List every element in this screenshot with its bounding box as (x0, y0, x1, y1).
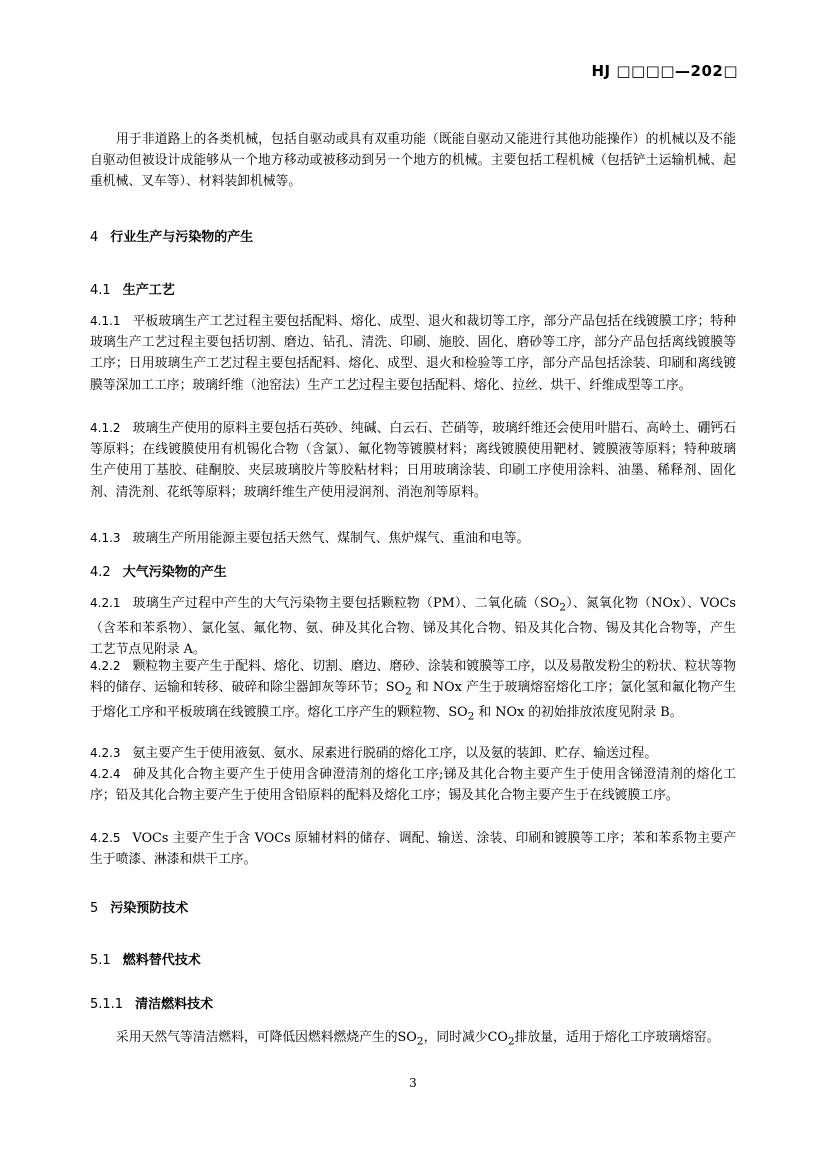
clause-number: 4.2.5 (90, 831, 121, 845)
subscript: 2 (405, 684, 412, 698)
paragraph-4-2-1 (90, 593, 736, 660)
clause-text: 平板玻璃生产工艺过程主要包括配料、熔化、成型、退火和裁切等工序，部分产品包括在线镀膜工序；特种玻璃生产工艺过程主要包括切割、磨边、钻孔、清洗、印刷、施胶、固化、磨砂等工序，部分产品包括离线镀膜等工序；日用玻璃生产工艺过程主要包括配料、熔化、成型、退火和检验等工序，部分产品包括涂装、印刷和离线镀膜等深加工工序；玻璃纤维（池窑法）生产工艺过程主要包括配料、熔化、拉丝、烘干、纤维成型等工序。 (90, 314, 736, 393)
section-5-heading (90, 900, 188, 918)
section-number: 4.1 (90, 283, 111, 298)
clause-number: 4.2.4 (90, 767, 121, 781)
clause-text: 砷及其化合物主要产生于使用含砷澄清剂的熔化工序;锑及其化合物主要产生于使用含锑澄清剂的熔化工序；铅及其化合物主要产生于使用含铅原料的配料及熔化工序；锡及其化合物主要产生于在线镀膜工序。 (90, 767, 736, 804)
clause-text: ）、氮氧化物（NOx）、VOCs（含苯和苯系物）、氯化氢、氟化物、氨、砷及其化合物、锑及其化合物、铅及其化合物、锡及其化合物等，产生工艺节点见附录 A。 (90, 596, 736, 657)
page-number: 3 (409, 1076, 417, 1090)
section-title: 污染预防技术 (110, 901, 189, 916)
section-title: 生产工艺 (122, 283, 175, 298)
clause-text: 玻璃生产使用的原料主要包括石英砂、纯碱、白云石、芒硝等，玻璃纤维还会使用叶腊石、高岭土、硼钙石等原料；在线镀膜使用有机锡化合物（含氯）、氟化物等镀膜材料；离线镀膜使用靶材、镀膜液等原料；特种玻璃生产使用丁基胶、硅酮胶、夹层玻璃胶片等胶粘材料；日用玻璃涂装、印刷工序使用涂料、油墨、稀释剂、固化剂、清洗剂、花纸等原料；玻璃纤维生产使用浸润剂、消泡剂等原料。 (90, 421, 736, 500)
section-title: 燃料替代技术 (122, 953, 201, 968)
clause-text: 颗粒物主要产生于配料、熔化、切割、磨边、磨砂、涂装和镀膜等工序，以及易散发粉尘的粉状、粒状等物料的储存、运输和转移、破碎和除尘器卸灰等环节；SO (90, 659, 736, 696)
section-number: 5.1.1 (90, 997, 124, 1012)
clause-text: 排放量，适用于熔化工序玻璃熔窑。 (514, 1030, 720, 1045)
section-number: 5.1 (90, 953, 111, 968)
paragraph-4-2-2 (90, 656, 736, 727)
document-code: HJ □□□□—202□ (591, 62, 738, 80)
clause-number: 4.1.2 (90, 421, 121, 435)
intro-paragraph: 用于非道路上的各类机械，包括自驱动或具有双重功能（既能自驱动又能进行其他功能操作）的机械以及不能自驱动但被设计成能够从一个地方移动或被移动到另一个地方的机械。主要包括工程机械（包括铲土运输机械、起重机械、叉车等）、材料装卸机械等。 (90, 132, 736, 190)
paragraph-4-2-4 (90, 764, 736, 806)
section-number: 4 (90, 230, 99, 245)
paragraph-4-1-1 (90, 311, 736, 396)
clause-text: VOCs 主要产生于含 VOCs 原辅材料的储存、调配、输送、涂装、印刷和镀膜等工序；苯和苯系物主要产生于喷漆、淋漆和烘干工序。 (90, 831, 736, 868)
section-number: 4.2 (90, 565, 111, 580)
subscript: 2 (467, 709, 475, 723)
clause-text: 氨主要产生于使用液氨、氨水、尿素进行脱硝的熔化工序，以及氨的装卸、贮存、输送过程。 (132, 746, 658, 761)
paragraph-5-1-1 (90, 1027, 736, 1052)
clause-number: 4.2.2 (90, 659, 121, 673)
paragraph-4-2-5 (90, 828, 736, 870)
paragraph-4-1-3 (90, 528, 736, 549)
section-title: 大气污染物的产生 (122, 565, 227, 580)
clause-number: 4.2.1 (90, 596, 121, 610)
paragraph-4-2-3 (90, 743, 736, 764)
section-4-2-heading (90, 564, 227, 582)
section-4-1-heading (90, 282, 175, 300)
section-number: 5 (90, 901, 99, 916)
subscript: 2 (416, 1034, 424, 1048)
clause-text: 和 NOx 产生于玻璃熔窑熔化工序；氯化氢和氟化物产生于熔化工序和平板玻璃在线镀膜工序。熔化工序产生的颗粒物、SO (90, 680, 736, 720)
paragraph-4-1-2 (90, 418, 736, 503)
clause-number: 4.2.3 (90, 746, 121, 760)
section-title: 行业生产与污染物的产生 (110, 230, 254, 245)
subscript: 2 (507, 1034, 515, 1048)
section-4-heading (90, 229, 253, 247)
clause-text: ，同时减少CO (423, 1030, 508, 1045)
clause-text: 玻璃生产所用能源主要包括天然气、煤制气、焦炉煤气、重油和电等。 (132, 531, 530, 546)
clause-number: 4.1.3 (90, 531, 121, 545)
section-5-1-heading (90, 952, 201, 970)
subscript: 2 (559, 600, 567, 614)
section-title: 清洁燃料技术 (135, 997, 214, 1012)
clause-text: 玻璃生产过程中产生的大气污染物主要包括颗粒物（PM）、二氧化硫（SO (132, 596, 560, 611)
section-5-1-1-heading (90, 996, 213, 1014)
clause-number: 4.1.1 (90, 314, 121, 328)
clause-text: 采用天然气等清洁燃料，可降低因燃料燃烧产生的SO (116, 1030, 417, 1045)
clause-text: 和 NOx 的初始排放浓度见附录 B。 (474, 704, 683, 720)
